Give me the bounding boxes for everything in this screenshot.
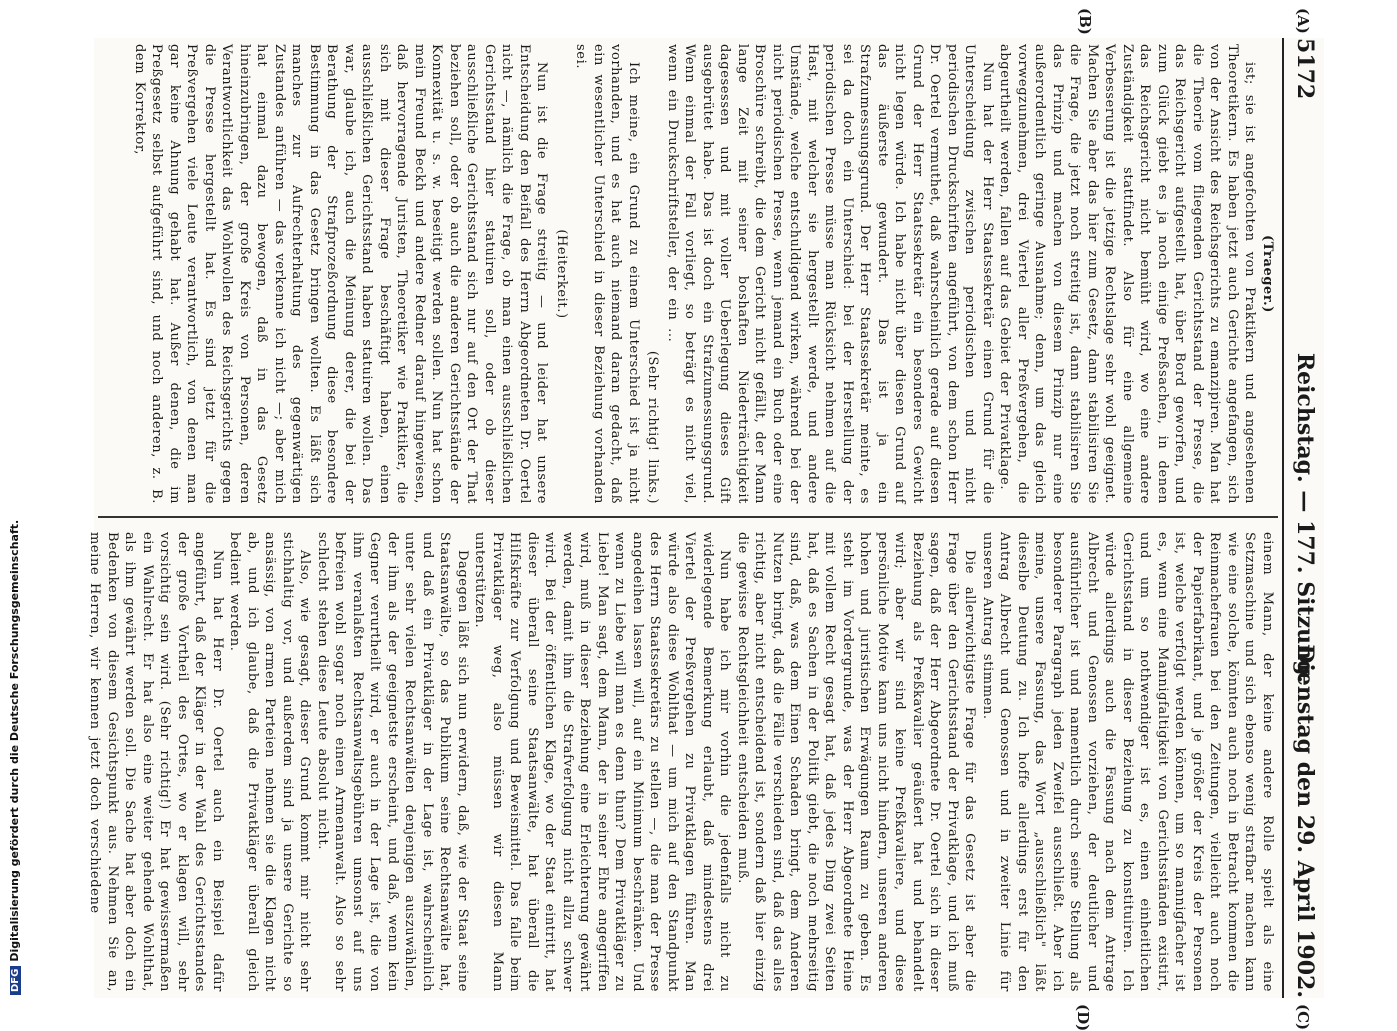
margin-mark-b: (B) xyxy=(1076,8,1094,35)
dfg-logo: DFG xyxy=(10,966,21,995)
paragraph: Dagegen läßt sich nun erwidern, daß, wie der Staat seine Staatsanwälte, so das Publikum seine Rechtsanwälte hat, und daß ein Privatkläger in der Lage ist, wahrscheinlich unter sehr vielen Rechtsanwälten denjenigen auszuwählen, der ihm als der geeignetste erscheint, und daß, wenn kein Gegner verurtheilt wird, er auch in der Lage ist, die von ihm veranlaßten Rechtsanwaltsgebühren umsonst auf uns befreien wohl sogar noch einen Armenanwalt. Also so sehr schlecht stehen diese Leute absolut nicht. xyxy=(315,532,470,992)
paragraph: Also, wie gesagt, dieser Grund kommt mir nicht sehr stichhaltig vor, und außerdem sind ja unsere Gerichte so ansässig, von armen Parteien nehmen sie die Klagen nicht ab, und ich glaube, daß die Privatkläger überall gleich bedient werden. xyxy=(227,532,313,992)
margin-mark-a: (A) xyxy=(1294,8,1312,34)
credit-text: Digitalisierung gefördert durch die Deutsche Forschungsgemeinschaft. xyxy=(8,519,21,962)
column-divider xyxy=(98,516,1278,518)
session-title: Reichstag. — 177. Sitzung. xyxy=(1292,352,1318,684)
margin-mark-d: (D) xyxy=(1074,1004,1092,1031)
paragraph: Nun hat der Herr Staatssekretär einen Grund für die Unterscheidung zwischen periodischen und nicht periodischen Druckschriften angeführt, von dem schon Herr Dr. Oertel vermuthet, daß wahrscheinlich gerade auf diesen Grund der Herr Staatssekretär ein besonderes Gewicht nicht legen würde. Ich habe nicht über diesen Grund auf das äußerste gewundert. Das ist ja ein Strafzumessungsgrund. Der Herr Staatssekretär meinte, es sei da doch ein Unterschied: bei der Herstellung der periodischen Presse müsse man Rücksicht nehmen auf die Hast, mit welcher sie hergestellt werde, und andere Umstände, welche entschuldigend wirken, während bei der nicht periodischen Presse, wenn jemand ein Buch oder eine Broschüre schreibt, die dem Gericht nicht gefällt, der Mann lange Zeit mit seiner boshaften Niederträchtigkeit dagesessen und mit voller Ueberlegung dieses Gift ausgebrütet habe. Das ist doch ein Strafzumessungsgrund. Wenn einmal der Fall vorliegt, so beträgt es nicht viel, wenn ein Druckschriftsteller, der ein ... xyxy=(665,44,995,504)
page-header xyxy=(1286,38,1324,998)
paragraph: Die allerwichtigste Frage für das Gesetz ist aber die Frage über den Gerichtsstand der Privatklage, und ich muß sagen, daß der Herr Abgeordnete Dr. Oertel sich in dieser Beziehung als Preßkavalier geäußert hat und behandelt wird; aber wir sind keine Preßkavaliere, und diese persönliche Motive kann uns nicht hindern, unseren anderen hohen und juristischen Erwägungen Raum zu geben. Es steht im Vordergrunde, was der Herr Abgeordnete Heine mit vollem Recht gesagt hat, daß jedes Ding zwei Seiten hat, daß es Sachen in der Politik giebt, die noch mehrseitig sind, daß, was dem Einen Schaden bringt, dem Anderen Nutzen bringt, daß die Fälle verschieden sind, daß das alles richtig, aber nicht entscheidend ist, sondern daß hier einzig die gewisse Rechtsgleichheit entscheiden muß. xyxy=(735,532,978,992)
session-date: Dienstag den 29. April 1902. xyxy=(1292,644,1318,998)
paragraph: Nun ist die Frage streitig — und leider hat unsere Entscheidung den Beifall des Herrn Abgeordneten Dr. Oertel nicht —, nämlich die Frage, ob man einen ausschließlichen Gerichtsstand hier statuiren soll, oder ob dieser ausschließliche Gerichtsstand sich nur auf den Ort der That beziehen soll, oder ob auch die anderen Gerichtsstände der Konnexität u. s. w. beseitigt werden sollen. Nun hat schon mein Freund Beckh und andere Redner darauf hingewiesen, daß hervorragende Juristen, Theoretiker wie Praktiker, die sich mit dieser Frage beschäftigt haben, einen ausschließlichen Gerichtsstand haben statuiren wollen. Das war, glaube ich, auch die Meinung derer, die bei der Berathung der Strafprozeßordnung diese besondere Bestimmung in das Gesetz bringen wollten. Es läßt sich manches zur Aufrechterhaltung des gegenwärtigen Zustandes anführen — das verkenne ich nicht —; aber mich hat einmal dazu bewogen, daß in das Gesetz hineinzubringen, der große Kreis von Personen, deren Verantwortlichkeit das Wohlwollen des Reichsgerichts gegen die Presse hergestellt hat. Es sind jetzt für die Preßvergehen viele Leute verantwortlich, von denen man gar keine Ahnung gehabt hat. Außer denen, die im Preßgesetz selbst aufgeführt sind, und noch anderen, z. B. dem Korrektor, xyxy=(132,44,550,504)
interjection: (Heiterkeit.) xyxy=(554,229,569,319)
paragraph: Nun habe ich mir vorhin die jedenfalls nicht zu widerlegende Bemerkung erlaubt, daß mindestens drei Viertel der Preßvergehen zu Privatklagen führen. Man würde also diese Wohlthat — um mich auf den Standpunkt des Herrn Staatssekretärs zu stellen —, die man der Presse angedeihen lassen will, auf ein Minimum beschränken. Und wenn zu Liebe will man es denn thun? Dem Privatkläger zu Liebe! Man sagt, dem Mann, der in seiner Ehre angegriffen wird, muß in dieser Beziehung eine Erleichterung gewährt werden, damit ihm die Strafverfolgung nicht allzu schwer wird. Bei der öffentlichen Klage, wo der Staat eintritt, hat dieser überall seine Staatsanwälte, hat überall die Hilfskräfte zur Verfolgung und Beweismittel. Das falle beim Privatkläger weg, also müssen wir diesen Mann unterstützen. xyxy=(472,532,733,992)
paragraph: Ich meine, ein Grund zu einem Unterschied ist ja nicht vorhanden, und es hat auch niemand daran gedacht, daß ein wesentlicher Unterschied in dieser Beziehung vorhanden sei. xyxy=(573,44,641,504)
digitization-credit xyxy=(8,520,21,995)
page-number: 5172 xyxy=(1292,38,1318,100)
paragraph: ist; sie ist angefochten von Praktikern und angesehenen Theoretikern. Es haben jetzt auch Gerichte angefangen, sich von der Ansicht des Reichsgerichts zu emanzipiren. Man hat die Theorie vom fliegenden Gerichtsstand der Presse, die das Reichsgericht aufgestellt hat, über Bord geworfen, und zum Glück giebt es ja noch einige Preßsachen, in denen das Reichsgericht nicht bemüht wird, wo eine andere Zuständigkeit stattfindet. Also für eine allgemeine Verbesserung ist die jetzige Rechtslage sehr wohl geeignet. Machen Sie aber das hier zum Gesetz, dann stabilisiren Sie die Frage, die jetzt noch streitig ist, dann stabilisiren Sie das Prinzip und machen von diesem Prinzip nur eine außerordentlich geringe Ausnahme; denn, um das gleich vorwegzunehmen, drei Viertel aller Preßvergehen, die abgeurtheilt werden, fallen auf das Gebiet der Privatklage. xyxy=(997,44,1258,504)
newspaper-page xyxy=(87,8,1324,1031)
header-rule xyxy=(1282,38,1284,998)
paragraph: einem Mann, der keine andere Rolle spielt als eine Setzmaschine und sich ebenso wenig strafbar machen kann wie eine solche, könnten auch noch in Betracht kommen die Reinmachefrauen bei den Zeitungen, vielleicht auch noch der Papierfabrikant, und je größer der Kreis der Personen ist, welche verfolgt werden können, um so mannigfacher ist es, wenn eine Mannigfaltigkeit von Gerichtsständen existirt, und um so nothwendiger ist es, einen einheitlichen Gerichtsstand in dieser Beziehung zu konstituiren. Ich würde allerdings auch die Fassung nach dem Antrage Albrecht und Genossen vorziehen, der deutlicher und ausführlicher ist und namentlich durch seine Stellung als besonderer Paragraph jeden Zweifel ausschließt. Aber ich meine, unsere Fassung, das Wort „ausschließlich" läßt dieselbe Deutung zu. Ich hoffe allerdings erst für den Antrag Albrecht und Genossen und in zweiter Linie für unseren Antrag stimmen. xyxy=(980,532,1275,992)
left-column xyxy=(100,44,1276,504)
interjection: (Sehr richtig! links.) xyxy=(645,350,661,504)
speaker-label: (Traeger.) xyxy=(1260,234,1275,314)
margin-mark-c: (C) xyxy=(1294,1004,1312,1031)
right-column xyxy=(87,532,1276,992)
paragraph: Nun hat Herr Dr. Oertel auch ein Beispiel dafür angeführt, daß der Kläger in der Wahl des Gerichtsstandes der große Vortheil des Ortes, wo er klagen will, sehr vorsichtig sein wird. (Sehr richtig!) Er hat gewissermaßen ein Wahlrecht. Er hat also eine weiter gehende Wohlthat, als ihm gewährt werden soll. Die Sache hat aber doch ein Bedenken von diesem Gesichtspunkt aus. Nehmen Sie an, meine Herren, wir kennen jetzt doch verschiedene xyxy=(87,532,225,992)
